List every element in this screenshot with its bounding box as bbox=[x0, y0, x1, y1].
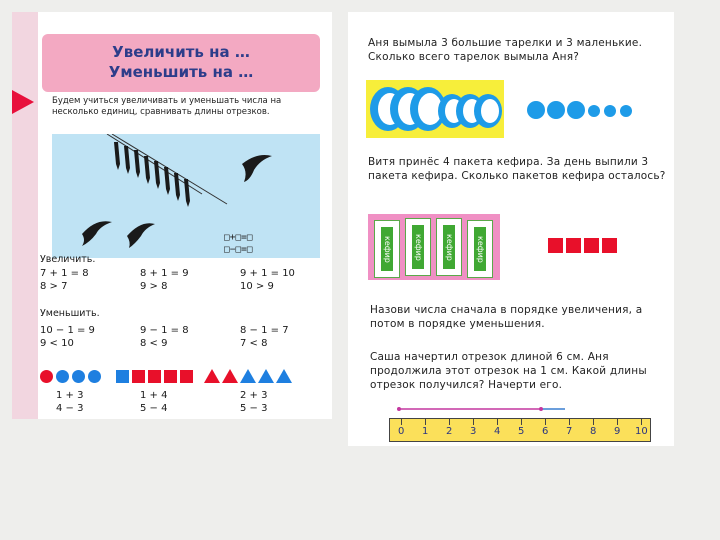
equation-scheme bbox=[224, 232, 294, 256]
ruler-tick bbox=[473, 419, 474, 425]
red-square-icon bbox=[566, 238, 581, 253]
increase-expr-1: 7 + 1 = 8 bbox=[40, 268, 89, 279]
big-dot-icon bbox=[547, 101, 565, 119]
ruler-tick bbox=[425, 419, 426, 425]
blue-circle-icon bbox=[72, 370, 85, 383]
task-kefir-text: Витя принёс 4 пакета кефира. За день выпили 3 пакета кефира. Сколько пакетов кефира осталось? bbox=[368, 156, 666, 182]
red-square-icon bbox=[164, 370, 177, 383]
ruler-tick bbox=[497, 419, 498, 425]
task-segment-text: Саша начертил отрезок длиной 6 см. Аня продолжила этот отрезок на 1 см. Какой длины отрезок получился? Начерти его. bbox=[370, 351, 647, 391]
kefir-carton-icon: кефир bbox=[405, 218, 431, 276]
ruler-number: 3 bbox=[470, 426, 477, 437]
drawn-segment bbox=[395, 404, 595, 414]
ruler-tick bbox=[401, 419, 402, 425]
plates-counters bbox=[526, 98, 638, 122]
lesson-intro-text: Будем учиться увеличивать и уменьшать числа на несколько единиц, сравнивать длины отрезков. bbox=[52, 96, 282, 117]
ruler-tick bbox=[521, 419, 522, 425]
ruler-tick bbox=[593, 419, 594, 425]
ruler-tick bbox=[641, 419, 642, 425]
lesson-title-line1: Увеличить на … bbox=[112, 43, 250, 61]
ruler-number: 5 bbox=[518, 426, 525, 437]
ruler-tick bbox=[545, 419, 546, 425]
big-dot-icon bbox=[527, 101, 545, 119]
blue-square-icon bbox=[116, 370, 129, 383]
red-square-icon bbox=[148, 370, 161, 383]
small-dot-icon bbox=[620, 105, 632, 117]
ruler-tick bbox=[617, 419, 618, 425]
decrease-expr-1: 10 − 1 = 9 bbox=[40, 325, 95, 336]
blue-circle-icon bbox=[56, 370, 69, 383]
lesson-title-banner bbox=[42, 34, 320, 92]
decrease-cmp-2: 8 < 9 bbox=[140, 338, 168, 349]
ruler-number: 7 bbox=[566, 426, 573, 437]
increase-cmp-2: 9 > 8 bbox=[140, 281, 168, 292]
decrease-cmp-3: 7 < 8 bbox=[240, 338, 268, 349]
blue-triangle-icon bbox=[276, 369, 292, 383]
triangles-row bbox=[204, 368, 308, 384]
increase-expr-3: 9 + 1 = 10 bbox=[240, 268, 295, 279]
decrease-expr-3: 8 − 1 = 7 bbox=[240, 325, 289, 336]
increase-cmp-3: 10 > 9 bbox=[240, 281, 274, 292]
decrease-cmp-1: 9 < 10 bbox=[40, 338, 74, 349]
small-dot-icon bbox=[588, 105, 600, 117]
shape-expr-3-top: 2 + 3 bbox=[240, 390, 268, 401]
kefir-carton-icon: кефир bbox=[467, 220, 493, 278]
red-square-icon bbox=[584, 238, 599, 253]
task-order-text: Назови числа сначала в порядке увеличения, а потом в порядке уменьшения. bbox=[370, 304, 643, 330]
red-arrow-marker-icon bbox=[12, 90, 34, 114]
kefir-illustration bbox=[368, 214, 500, 280]
plates-illustration bbox=[366, 80, 506, 138]
increase-expr-2: 8 + 1 = 9 bbox=[140, 268, 189, 279]
ruler-number: 10 bbox=[635, 426, 648, 437]
red-triangle-icon bbox=[204, 369, 220, 383]
ruler-number: 9 bbox=[614, 426, 621, 437]
shape-expr-3-bottom: 5 − 3 bbox=[240, 403, 268, 414]
ruler-number: 4 bbox=[494, 426, 501, 437]
red-circle-icon bbox=[40, 370, 53, 383]
increase-heading: Увеличить. bbox=[40, 254, 96, 265]
red-square-icon bbox=[548, 238, 563, 253]
red-triangle-icon bbox=[222, 369, 238, 383]
ruler-number: 1 bbox=[422, 426, 429, 437]
ruler-number: 6 bbox=[542, 426, 549, 437]
task-plates-text: Аня вымыла 3 большие тарелки и 3 маленькие. Сколько всего тарелок вымыла Аня? bbox=[368, 37, 643, 63]
scheme-subtraction: □−□=□ bbox=[224, 244, 253, 255]
blue-triangle-icon bbox=[258, 369, 274, 383]
decrease-expr-2: 9 − 1 = 8 bbox=[140, 325, 189, 336]
increase-cmp-1: 8 > 7 bbox=[40, 281, 68, 292]
blue-circle-icon bbox=[88, 370, 101, 383]
ruler bbox=[389, 418, 651, 442]
scheme-addition: □+□=□ bbox=[224, 232, 253, 243]
shape-expr-2-top: 1 + 4 bbox=[140, 390, 168, 401]
shape-expr-1-bottom: 4 − 3 bbox=[56, 403, 84, 414]
ruler-number: 0 bbox=[398, 426, 405, 437]
kefir-carton-icon: кефир bbox=[436, 218, 462, 276]
textbook-left-page bbox=[12, 12, 332, 419]
ruler-tick bbox=[569, 419, 570, 425]
shape-expr-2-bottom: 5 − 4 bbox=[140, 403, 168, 414]
red-square-icon bbox=[180, 370, 193, 383]
red-square-icon bbox=[132, 370, 145, 383]
red-square-icon bbox=[602, 238, 617, 253]
decrease-heading: Уменьшить. bbox=[40, 308, 100, 319]
big-dot-icon bbox=[567, 101, 585, 119]
kefir-carton-icon: кефир bbox=[374, 220, 400, 278]
small-dot-icon bbox=[604, 105, 616, 117]
ruler-number: 8 bbox=[590, 426, 597, 437]
ruler-number: 2 bbox=[446, 426, 453, 437]
page-margin bbox=[12, 12, 38, 419]
shape-expr-1-top: 1 + 3 bbox=[56, 390, 84, 401]
lesson-title-line2: Уменьшить на … bbox=[108, 63, 254, 81]
ruler-tick bbox=[449, 419, 450, 425]
blue-triangle-icon bbox=[240, 369, 256, 383]
